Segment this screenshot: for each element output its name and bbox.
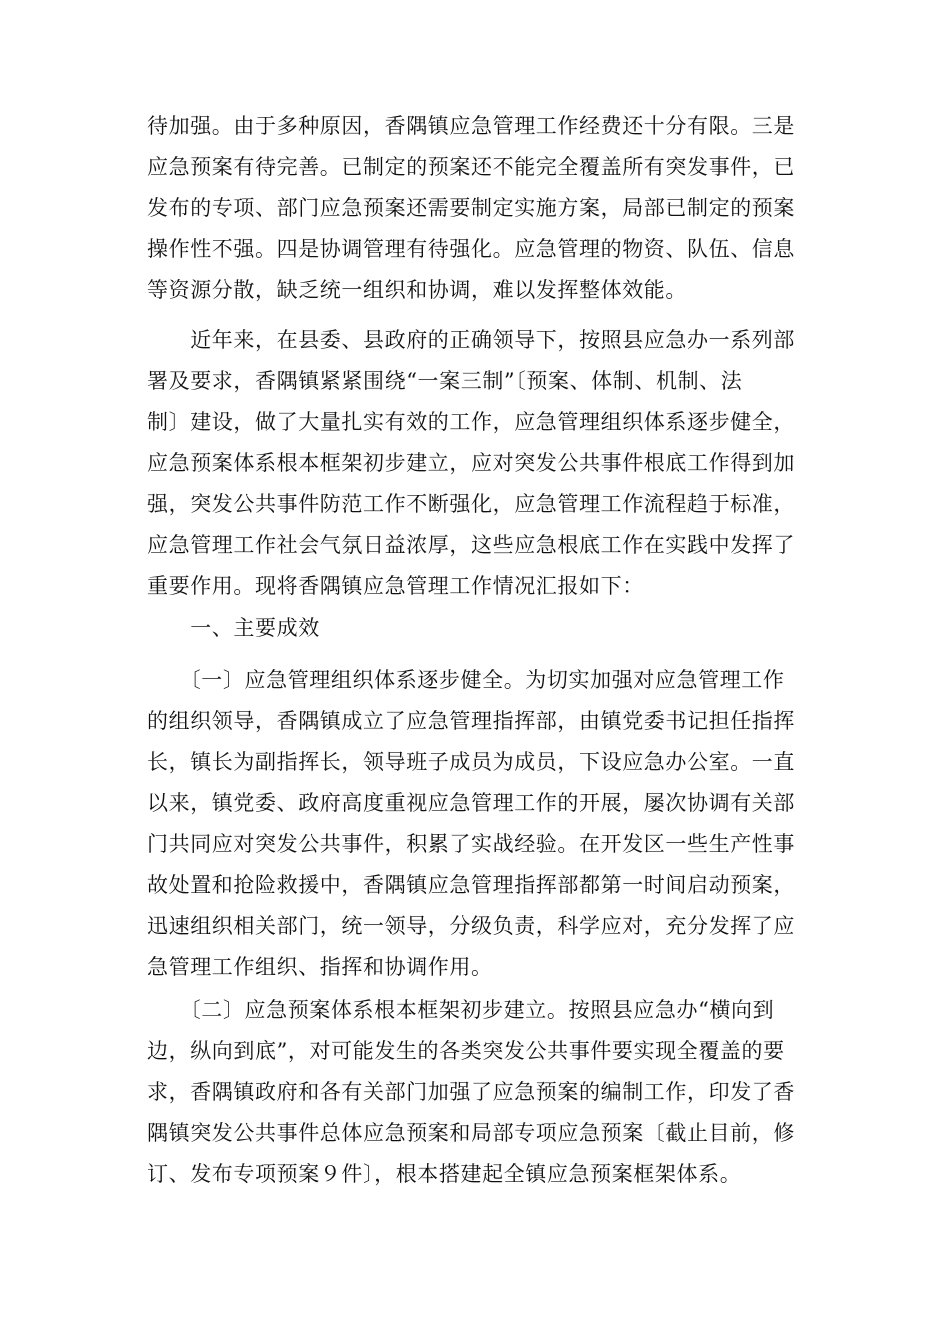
text-line: 的组织领导，香隅镇成立了应急管理指挥部，由镇党委书记担任指挥 xyxy=(147,709,795,733)
text-line: 应急预案体系根本框架初步建立，应对突发公共事件根底工作得到加 xyxy=(147,451,795,475)
text-line: 署及要求，香隅镇紧紧围绕“一案三制”〔预案、体制、机制、法 xyxy=(147,369,743,393)
text-line: 应急预案有待完善。已制定的预案还不能完全覆盖所有突发事件，已 xyxy=(147,155,795,179)
text-line: 发布的专项、部门应急预案还需要制定实施方案，局部已制定的预案 xyxy=(147,196,795,220)
text-line: 制〕建设，做了大量扎实有效的工作，应急管理组织体系逐步健全， xyxy=(147,410,795,434)
text-line: 隅镇突发公共事件总体应急预案和局部专项应急预案〔截止目前，修 xyxy=(147,1121,795,1145)
text-line: 操作性不强。四是协调管理有待强化。应急管理的物资、队伍、信息 xyxy=(147,237,795,261)
text-line: 故处置和抢险救援中，香隅镇应急管理指挥部都第一时间启动预案， xyxy=(147,873,795,897)
text-line: 近年来，在县委、县政府的正确领导下，按照县应急办一系列部 xyxy=(147,328,795,352)
text-line: 求，香隅镇政府和各有关部门加强了应急预案的编制工作，印发了香 xyxy=(147,1080,795,1104)
text-line: 长，镇长为副指挥长，领导班子成员为成员，下设应急办公室。一直 xyxy=(147,750,795,774)
paragraph-organization xyxy=(147,660,812,988)
paragraph-overview xyxy=(147,320,812,607)
text-line: 〔二〕应急预案体系根本框架初步建立。按照县应急办“横向到 xyxy=(147,998,775,1022)
text-line: 〔一〕应急管理组织体系逐步健全。为切实加强对应急管理工作 xyxy=(147,668,785,692)
text-line: 待加强。由于多种原因，香隅镇应急管理工作经费还十分有限。三是 xyxy=(147,114,795,138)
text-line: 应急管理工作社会气氛日益浓厚，这些应急根底工作在实践中发挥了 xyxy=(147,533,795,557)
text-line: 迅速组织相关部门，统一领导，分级负责，科学应对，充分发挥了应 xyxy=(147,914,795,938)
text-line: 门共同应对突发公共事件，积累了实战经验。在开发区一些生产性事 xyxy=(147,832,795,856)
text-line: 边，纵向到底”，对可能发生的各类突发公共事件要实现全覆盖的要 xyxy=(147,1039,785,1063)
text-line: 急管理工作组织、指挥和协调作用。 xyxy=(147,955,493,979)
paragraph-plan-system xyxy=(147,990,812,1195)
paragraph-problems xyxy=(147,106,812,311)
text-line: 以来，镇党委、政府高度重视应急管理工作的开展，屡次协调有关部 xyxy=(147,791,795,815)
text-line: 订、发布专项预案９件〕，根本搭建起全镇应急预案框架体系。 xyxy=(147,1162,742,1186)
section-heading-text: 一、主要成效 xyxy=(147,616,320,640)
section-heading xyxy=(147,608,812,649)
text-line: 重要作用。现将香隅镇应急管理工作情况汇报如下： xyxy=(147,574,644,598)
text-line: 等资源分散，缺乏统一组织和协调，难以发挥整体效能。 xyxy=(147,278,687,302)
text-line: 强，突发公共事件防范工作不断强化，应急管理工作流程趋于标准， xyxy=(147,492,795,516)
